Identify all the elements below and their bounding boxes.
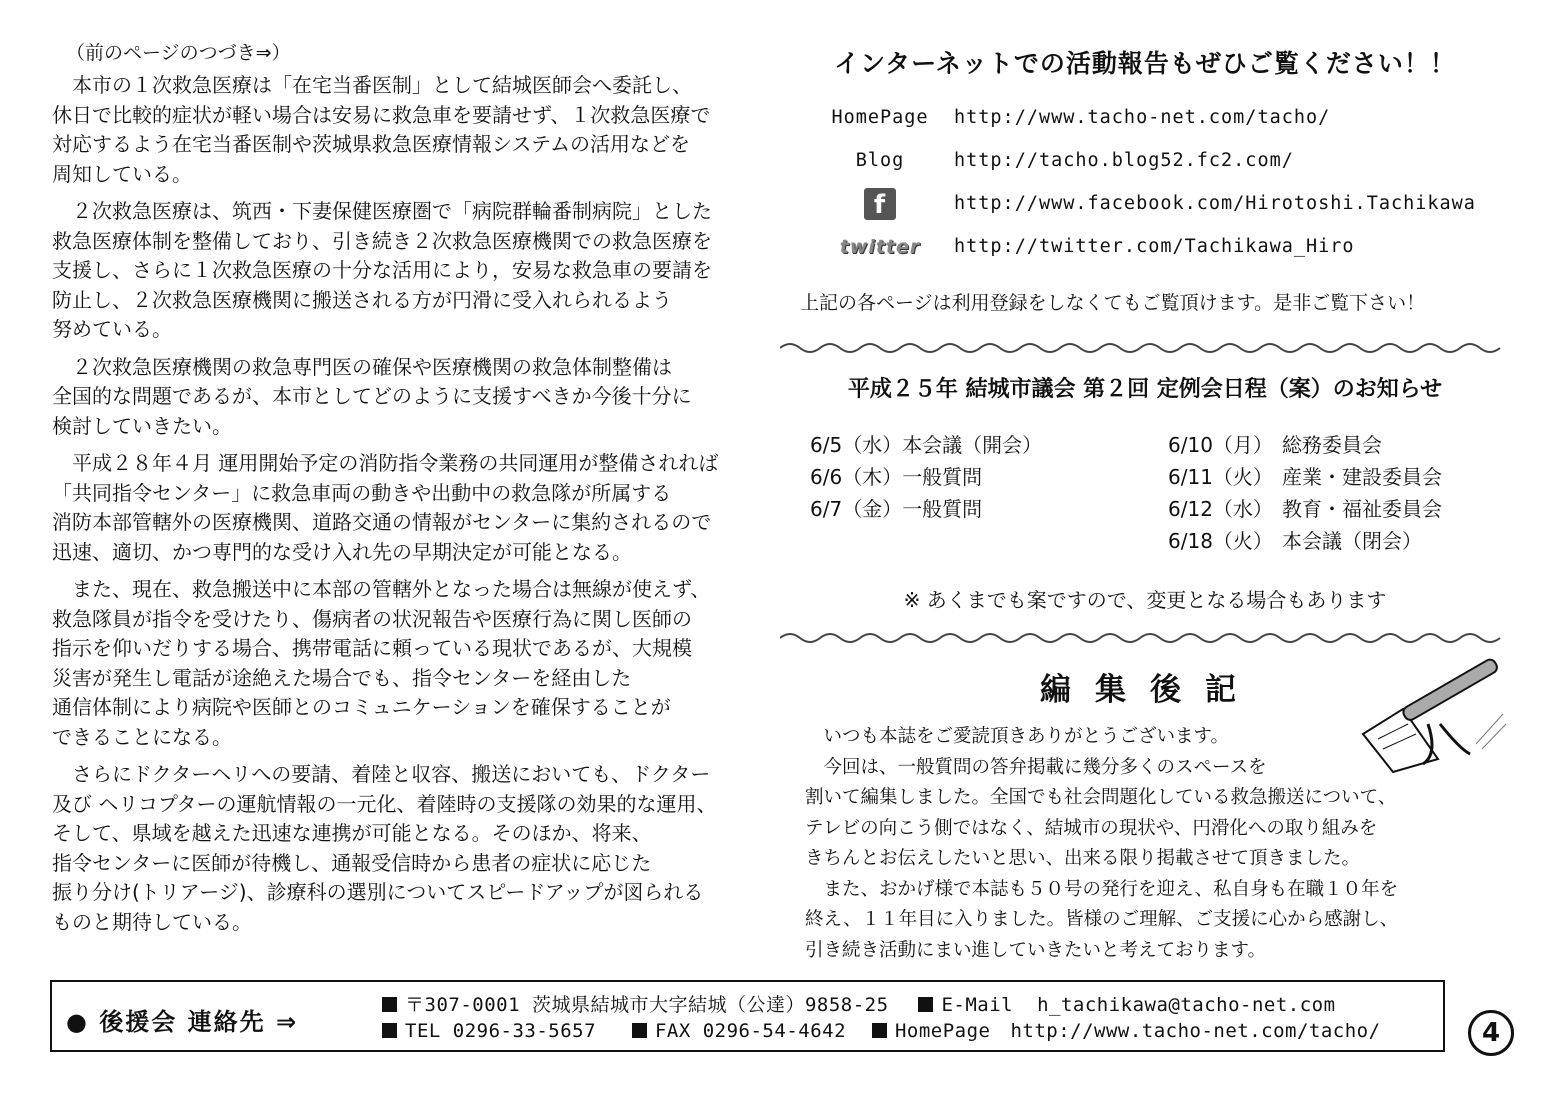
paragraph xyxy=(52,353,772,442)
square-bullet-icon xyxy=(382,1023,397,1038)
homepage-label: HomePage xyxy=(831,107,929,128)
paragraph-line: 検討していきたい。 xyxy=(52,413,232,438)
paragraph-line: 平成２８年４月 運用開始予定の消防指令業務の共同運用が整備されれば xyxy=(52,451,719,475)
paragraph-line: ２次救急医療機関の救急専門医の確保や医療機関の救急体制整備は xyxy=(52,354,672,379)
blog-link[interactable]: http://tacho.blog52.fc2.com/ xyxy=(954,150,1294,171)
square-bullet-icon xyxy=(382,997,397,1012)
schedule-date: 6/6（木） xyxy=(810,465,903,489)
paragraph-line: ２次救急医療は、筑西・下妻保健医療圏で「病院群輪番制病院」とした xyxy=(52,199,712,223)
schedule-date: 6/5（水） xyxy=(810,433,903,457)
links-note: 上記の各ページは利用登録をしなくてもご覧頂けます。是非ご覧下さい！ xyxy=(800,292,1426,314)
paragraph-line: 努めている。 xyxy=(52,317,172,341)
schedule-left xyxy=(810,429,1042,525)
contact-line-1 xyxy=(382,990,1336,1017)
paragraph-line: 対応するよう在宅当番医制や茨城県救急医療情報システムの活用などを xyxy=(52,132,690,156)
facebook-row xyxy=(820,182,1540,225)
vine-divider xyxy=(780,628,1510,648)
homepage-label: HomePage xyxy=(894,1020,991,1042)
postscript-line: 割いて編集しました。全国でも社会問題化している救急搬送について、 xyxy=(805,787,1397,808)
paragraph-line: 指示を仰いだりする場合、携帯電話に頼っている現状であるが、大規模 xyxy=(52,636,692,660)
bullet-icon: ● xyxy=(66,1008,89,1036)
paragraph-line: できることになる。 xyxy=(52,724,232,749)
postscript-line: 今回は、一般質問の答弁掲載に幾分多くのスペースを xyxy=(805,756,1267,778)
continuation-note: （前のページのつづき⇒） xyxy=(66,42,291,64)
paragraph-line: 本市の１次救急医療は「在宅当番医制」として結城医師会へ委託し、 xyxy=(52,73,692,97)
paragraph xyxy=(52,71,772,189)
homepage-row xyxy=(820,96,1540,139)
schedule-row xyxy=(1168,525,1442,557)
paragraph-line: ものと期待している。 xyxy=(52,909,252,934)
paragraph-line: さらにドクターヘリへの要請、着陸と収容、搬送においても、ドクター xyxy=(52,762,711,786)
page-number: 4 xyxy=(1468,1010,1514,1056)
facebook-link[interactable]: http://www.facebook.com/Hirotoshi.Tachikawa xyxy=(954,193,1476,214)
vine-divider xyxy=(780,338,1510,358)
postscript-line: 引き続き活動にまい進していきたいと考えております。 xyxy=(805,939,1267,961)
postscript-line: きちんとお伝えしたいと思い、出来る限り掲載させて頂きました。 xyxy=(805,848,1361,869)
paragraph-line: そして、県域を越えた迅速な連携が可能となる。そのほか、将来、 xyxy=(52,821,652,845)
schedule-event: 本会議（閉会） xyxy=(1282,529,1422,553)
paragraph-line: また、現在、救急搬送中に本部の管轄外となった場合は無線が使えず、 xyxy=(52,577,711,601)
schedule-title: 平成２５年 結城市議会 第２回 定例会日程（案）のお知らせ xyxy=(847,377,1443,402)
schedule-row xyxy=(810,493,1042,525)
left-column xyxy=(52,38,772,945)
schedule-date: 6/18（火） xyxy=(1168,529,1273,553)
schedule-event: 総務委員会 xyxy=(1282,433,1382,457)
left-paragraphs xyxy=(52,71,772,937)
postscript-line: また、おかげ様で本誌も５０号の発行を迎え、私自身も在職１０年を xyxy=(805,878,1399,900)
paragraph-line: 災害が発生し電話が途絶えた場合でも、指令センターを経由した xyxy=(52,665,632,690)
support-contact-box xyxy=(50,980,1445,1052)
contact-label: ● 後援会 連絡先 ⇒ xyxy=(66,1008,299,1036)
schedule-event: 産業・建設委員会 xyxy=(1282,465,1442,489)
twitter-link[interactable]: http://twitter.com/Tachikawa_Hiro xyxy=(954,236,1355,257)
paragraph-line: 消防本部管轄外の医療機関、道路交通の情報がセンターに集約されるので xyxy=(52,510,712,534)
paragraph-line: 救急隊員が指令を受けたり、傷病者の状況報告や医療行為に関し医師の xyxy=(52,606,692,631)
schedule-event: 本会議（開会） xyxy=(902,433,1043,457)
schedule-date: 6/12（水） xyxy=(1168,497,1273,521)
square-bullet-icon xyxy=(918,997,933,1012)
email-link[interactable]: h_tachikawa@tacho-net.com xyxy=(1037,994,1336,1016)
paragraph-line: 周知している。 xyxy=(52,161,192,186)
postscript-line: テレビの向こう側ではなく、結城市の現状や、円滑化への取り組みを xyxy=(805,817,1378,839)
blog-row xyxy=(820,139,1540,182)
schedule-date: 6/10（月） xyxy=(1168,433,1273,457)
twitter-row xyxy=(820,225,1540,268)
schedule-row xyxy=(1168,493,1442,525)
schedule-event: 一般質問 xyxy=(902,465,983,489)
schedule-event: 教育・福祉委員会 xyxy=(1282,497,1442,521)
paragraph xyxy=(52,449,772,567)
paragraph-line: 休日で比較的症状が軽い場合は安易に救急車を要請せず、１次救急医療で xyxy=(52,102,711,127)
paragraph-line: 振り分け(トリアージ)、診療科の選別についてスピードアップが図られる xyxy=(52,880,704,904)
square-bullet-icon xyxy=(872,1023,887,1038)
schedule-right xyxy=(1168,429,1442,557)
fax: FAX 0296-54-4642 xyxy=(654,1020,847,1042)
schedule-row xyxy=(1168,461,1442,493)
paragraph xyxy=(52,197,772,345)
schedule-row xyxy=(810,461,1042,493)
tel: TEL 0296-33-5657 xyxy=(405,1020,597,1042)
postscript-title: 編集後記 xyxy=(1040,672,1260,708)
postscript-body xyxy=(805,722,1465,966)
postscript-line: 終え、１１年目に入りました。皆様のご理解、ご支援に心から感謝し、 xyxy=(805,909,1399,930)
paragraph-line: 通信体制により病院や医師とのコミュニケーションを確保することが xyxy=(52,695,671,719)
paragraph-line: 救急医療体制を整備しており、引き続き２次救急医療機関での救急医療を xyxy=(52,228,712,253)
paragraph-line: 防止し、２次救急医療機関に搬送される方が円滑に受入れられるよう xyxy=(52,287,672,312)
contact-line-2 xyxy=(382,1020,1381,1042)
paragraph-line: 「共同指令センター」に救急車両の動きや出動中の救急隊が所属する xyxy=(52,480,672,505)
schedule-note: ※ あくまでも案ですので、変更となる場合もあります xyxy=(903,588,1387,612)
internet-heading: インターネットでの活動報告もぜひご覧ください！！ xyxy=(834,49,1456,78)
paragraph xyxy=(52,760,772,937)
twitter-icon: twitter xyxy=(839,235,921,258)
paragraph-line: 迅速、適切、かつ専門的な受け入れ先の早期決定が可能となる。 xyxy=(52,539,632,564)
address: 〒307-0001 茨城県結城市大字結城（公達）9858-25 xyxy=(405,994,889,1016)
homepage-link[interactable]: http://www.tacho-net.com/tacho/ xyxy=(954,107,1331,128)
paragraph-line: 指令センターに医師が待機し、通報受信時から患者の症状に応じた xyxy=(52,850,652,875)
paragraph-line: 全国的な問題であるが、本市としてどのように支援すべきか今後十分に xyxy=(52,384,692,408)
schedule-date: 6/11（火） xyxy=(1168,465,1273,489)
link-list xyxy=(820,96,1540,268)
schedule-row xyxy=(810,429,1042,461)
schedule-row xyxy=(1168,429,1442,461)
paragraph-line: 及び ヘリコプターの運航情報の一元化、着陸時の支援隊の効果的な運用、 xyxy=(52,791,717,816)
paragraph-line: 支援し、さらに１次救急医療の十分な活用により，安易な救急車の要請を xyxy=(52,258,712,282)
facebook-icon: f xyxy=(864,188,896,220)
blog-label: Blog xyxy=(855,150,905,171)
postscript-line: いつも本誌をご愛読頂きありがとうございます。 xyxy=(805,726,1230,747)
email-label: E-Mail xyxy=(941,994,1014,1016)
paragraph xyxy=(52,575,772,752)
footer-homepage-link[interactable]: http://www.tacho-net.com/tacho/ xyxy=(1010,1020,1381,1042)
schedule-event: 一般質問 xyxy=(902,497,983,521)
schedule-date: 6/7（金） xyxy=(810,497,903,521)
square-bullet-icon xyxy=(632,1023,647,1038)
